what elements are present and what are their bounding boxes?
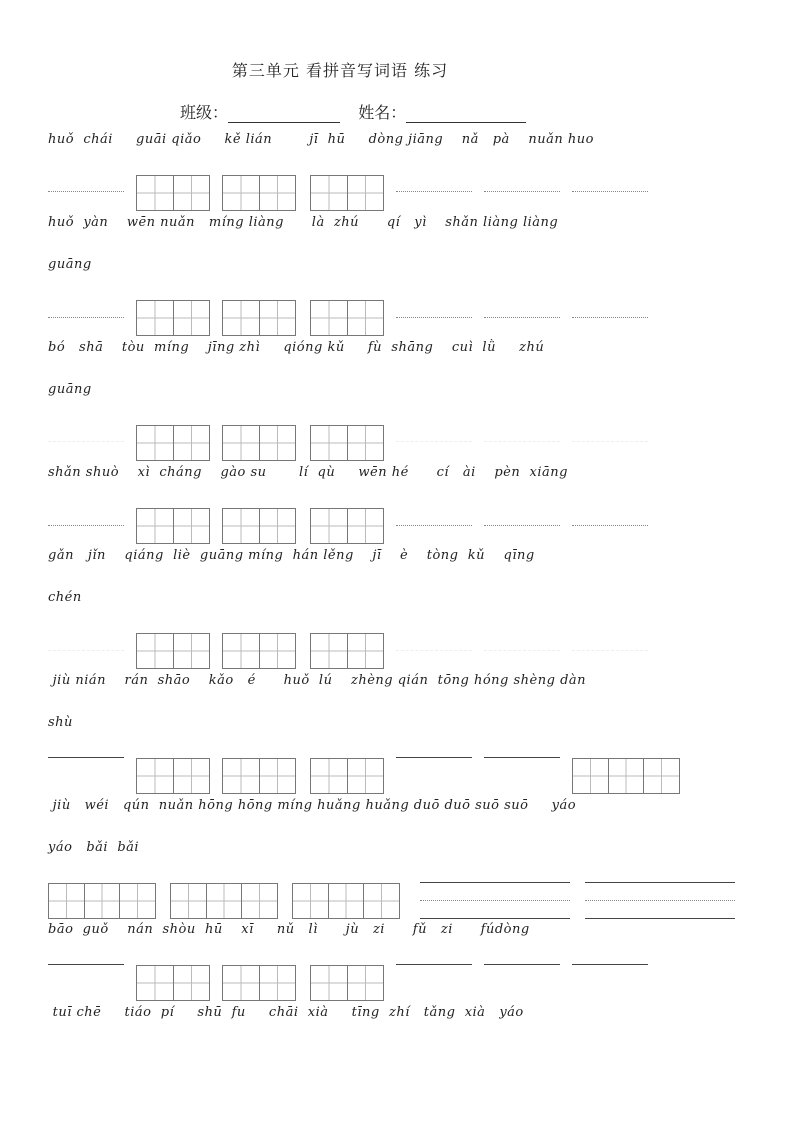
writing-grid[interactable] — [310, 175, 384, 211]
answer-line[interactable] — [420, 918, 570, 919]
answer-line[interactable] — [396, 650, 472, 651]
answer-line — [420, 900, 570, 901]
answer-line[interactable] — [572, 191, 648, 192]
pinyin-row: guāng — [48, 257, 92, 272]
pinyin-row: tuī chē tiáo pí shū fu chāi xià tīng zhí tǎng xià yáo — [48, 1005, 524, 1020]
pinyin-row: shù — [48, 715, 73, 730]
writing-grid[interactable] — [310, 508, 384, 544]
writing-grid[interactable] — [572, 758, 680, 794]
writing-grid[interactable] — [136, 300, 210, 336]
answer-line[interactable] — [484, 525, 560, 526]
answer-line[interactable] — [396, 191, 472, 192]
writing-grid[interactable] — [170, 883, 278, 919]
pinyin-row: huǒ chái guāi qiǎo kě lián jī hū dòng jiāng nǎ pà nuǎn huo — [48, 132, 594, 147]
writing-grid[interactable] — [222, 633, 296, 669]
answer-line[interactable] — [48, 441, 124, 442]
class-label: 班级： — [180, 103, 229, 122]
page-title: 第三单元 看拼音写词语 练习 — [231, 61, 449, 80]
class-field[interactable] — [228, 108, 340, 123]
answer-line — [585, 900, 735, 901]
answer-line[interactable] — [48, 525, 124, 526]
answer-line[interactable] — [48, 964, 124, 965]
answer-line[interactable] — [396, 757, 472, 758]
answer-line[interactable] — [396, 525, 472, 526]
name-label: 姓名： — [358, 103, 407, 122]
writing-grid[interactable] — [310, 758, 384, 794]
writing-grid[interactable] — [222, 758, 296, 794]
pinyin-row: yáo bǎi bǎi — [48, 840, 140, 855]
pinyin-row: guāng — [48, 382, 92, 397]
answer-line[interactable] — [585, 882, 735, 883]
answer-line[interactable] — [48, 757, 124, 758]
pinyin-row: bó shā tòu míng jīng zhì qióng kǔ fù shāng cuì lǜ zhú — [48, 340, 545, 355]
writing-grid[interactable] — [310, 965, 384, 1001]
writing-grid[interactable] — [222, 300, 296, 336]
writing-grid[interactable] — [292, 883, 400, 919]
pinyin-row: jiù nián rán shāo kǎo é huǒ lú zhèng qián tōng hóng shèng dàn — [48, 673, 587, 688]
pinyin-row: jiù wéi qún nuǎn hōng hōng míng huǎng huǎng duō duō suō suō yáo — [48, 798, 577, 813]
writing-grid[interactable] — [310, 300, 384, 336]
answer-line[interactable] — [484, 441, 560, 442]
writing-grid[interactable] — [310, 633, 384, 669]
writing-grid[interactable] — [136, 965, 210, 1001]
answer-line[interactable] — [48, 191, 124, 192]
answer-line[interactable] — [572, 441, 648, 442]
pinyin-row: gǎn jǐn qiáng liè guāng míng hán lěng jī è tòng kǔ qīng — [48, 548, 535, 563]
student-info — [180, 100, 526, 123]
answer-line[interactable] — [585, 918, 735, 919]
answer-line[interactable] — [572, 525, 648, 526]
answer-line[interactable] — [572, 317, 648, 318]
answer-line[interactable] — [484, 317, 560, 318]
writing-grid[interactable] — [310, 425, 384, 461]
name-field[interactable] — [406, 108, 526, 123]
writing-grid[interactable] — [136, 175, 210, 211]
writing-grid[interactable] — [136, 633, 210, 669]
answer-line[interactable] — [420, 882, 570, 883]
answer-line[interactable] — [572, 650, 648, 651]
answer-line[interactable] — [484, 964, 560, 965]
writing-grid[interactable] — [222, 175, 296, 211]
pinyin-row: shǎn shuò xì cháng gào su lí qù wēn hé cí ài pèn xiāng — [48, 465, 568, 480]
answer-line[interactable] — [572, 964, 648, 965]
answer-line[interactable] — [48, 650, 124, 651]
writing-grid[interactable] — [136, 508, 210, 544]
answer-line[interactable] — [396, 317, 472, 318]
pinyin-row: chén — [48, 590, 82, 605]
writing-grid[interactable] — [136, 758, 210, 794]
answer-line[interactable] — [396, 964, 472, 965]
answer-line[interactable] — [48, 317, 124, 318]
writing-grid[interactable] — [222, 508, 296, 544]
writing-grid[interactable] — [222, 965, 296, 1001]
writing-grid[interactable] — [48, 883, 156, 919]
answer-line[interactable] — [396, 441, 472, 442]
pinyin-row: bāo guǒ nán shòu hū xī nǔ lì jù zi fǔ zi fúdòng — [48, 922, 530, 937]
writing-grid[interactable] — [222, 425, 296, 461]
answer-line[interactable] — [484, 650, 560, 651]
answer-line[interactable] — [484, 757, 560, 758]
pinyin-row: huǒ yàn wēn nuǎn míng liàng là zhú qí yì shǎn liàng liàng — [48, 215, 559, 230]
writing-grid[interactable] — [136, 425, 210, 461]
answer-line[interactable] — [484, 191, 560, 192]
